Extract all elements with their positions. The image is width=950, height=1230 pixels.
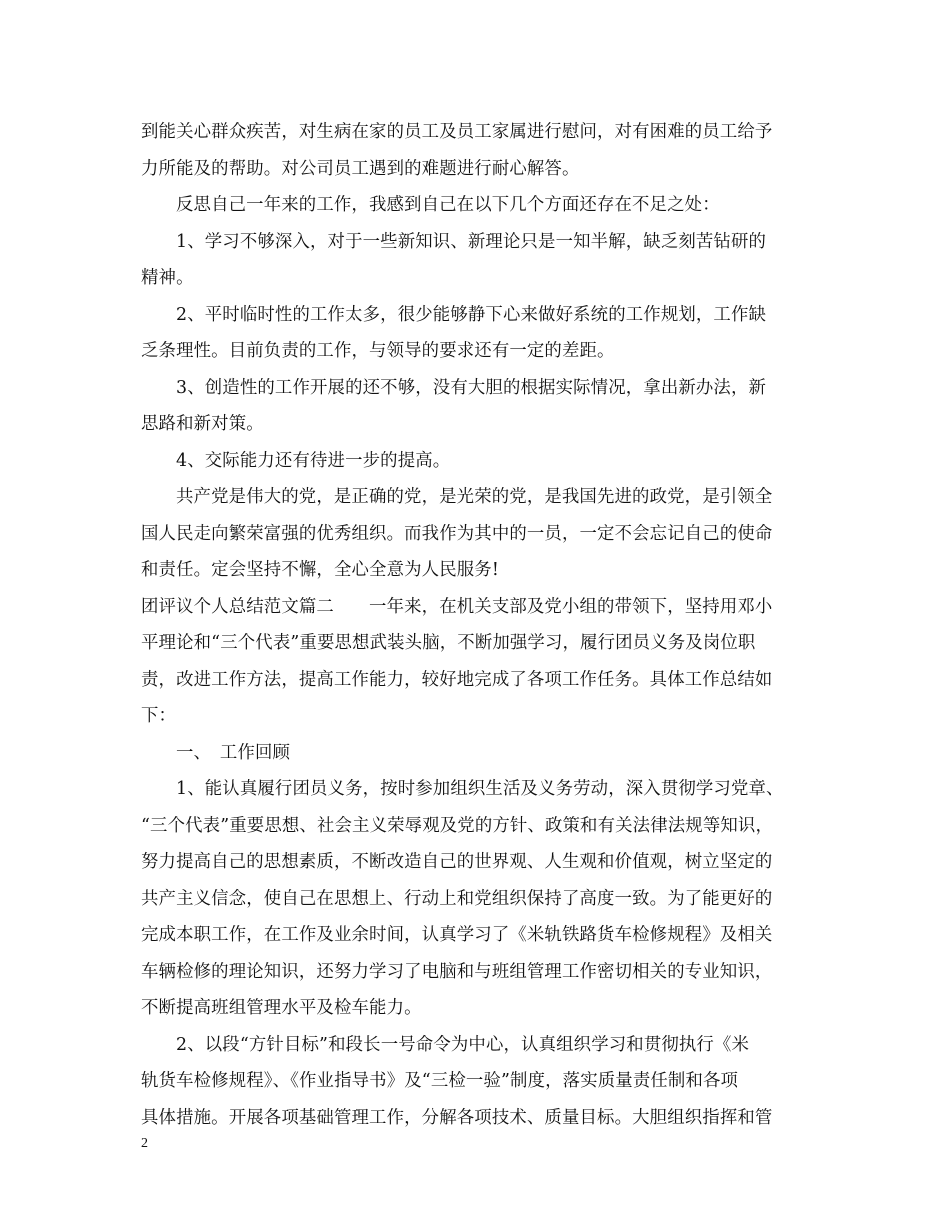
text-line: 一、 工作回顾 [176, 742, 291, 763]
text-line: 2、平时临时性的工作太多，很少能够静下心来做好系统的工作规划，工作缺 [176, 304, 767, 325]
text-line: 1、学习不够深入，对于一些新知识、新理论只是一知半解，缺乏刻苦钻研的 [176, 231, 767, 252]
text-line: 和责任。定会坚持不懈，全心全意为人民服务! [141, 560, 499, 580]
text-line: 3、创造性的工作开展的还不够，没有大胆的根据实际情况，拿出新办法，新 [176, 377, 767, 398]
text-line: 平理论和“三个代表”重要思想武装头脑，不断加强学习，履行团员义务及岗位职 [141, 633, 756, 653]
text-line: 到能关心群众疾苦，对生病在家的员工及员工家属进行慰问，对有困难的员工给予 [141, 122, 773, 142]
text-line: 4、交际能力还有待进一步的提高。 [176, 450, 451, 471]
text-line: 努力提高自己的思想素质，不断改造自己的世界观、人生观和价值观，树立坚定的 [141, 852, 773, 872]
text-line: 不断提高班组管理水平及检车能力。 [141, 998, 422, 1018]
text-line: 车辆检修的理论知识，还努力学习了电脑和与班组管理工作密切相关的专业知识， [141, 961, 773, 982]
text-line: 共产党是伟大的党，是正确的党，是光荣的党，是我国先进的政党，是引领全 [176, 487, 773, 507]
text-line: 共产主义信念，使自己在思想上、行动上和党组织保持了高度一致。为了能更好的 [141, 888, 773, 909]
text-line: 2、以段“方针目标”和段长一号命令为中心，认真组织学习和贯彻执行《米 [176, 1034, 750, 1055]
document-body [141, 114, 831, 1136]
text-line: 1、能认真履行团员义务，按时参加组织生活及义务劳动，深入贯彻学习党章、 [176, 779, 784, 799]
text-line: 乏条理性。目前负责的工作，与领导的要求还有一定的差距。 [141, 341, 615, 361]
page-number: 2 [141, 1136, 148, 1151]
text-line: 团评议个人总结范文篇二 一年来，在机关支部及党小组的带领下，坚持用邓小 [141, 596, 773, 617]
text-line: 完成本职工作，在工作及业余时间，认真学习了《米轨铁路货车检修规程》及相关 [141, 925, 773, 945]
text-line: 反思自己一年来的工作，我感到自己在以下几个方面还存在不足之处： [176, 195, 720, 215]
text-line: 国人民走向繁荣富强的优秀组织。而我作为其中的一员，一定不会忘记自己的使命 [141, 523, 773, 544]
text-line: 轨货车检修规程》、《作业指导书》及“三检一验”制度，落实质量责任制和各项 [141, 1071, 739, 1091]
text-line: “三个代表”重要思想、社会主义荣辱观及党的方针、政策和有关法律法规等知识， [141, 815, 774, 836]
text-line: 力所能及的帮助。对公司员工遇到的难题进行耐心解答。 [141, 158, 580, 179]
text-line: 精神。 [141, 268, 194, 288]
text-line: 思路和新对策。 [141, 414, 264, 434]
text-line: 具体措施。开展各项基础管理工作，分解各项技术、质量目标。大胆组织指挥和管 [141, 1107, 773, 1128]
text-line: 下： [141, 706, 177, 726]
text-line: 责，改进工作方法，提高工作能力，较好地完成了各项工作任务。具体工作总结如 [141, 669, 773, 690]
